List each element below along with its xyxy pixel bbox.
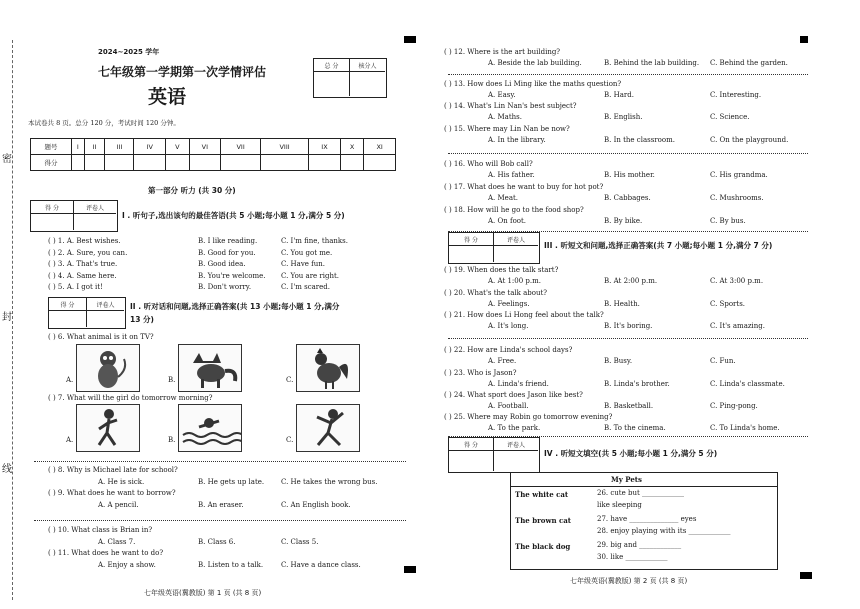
binding-char: 密	[2, 154, 12, 165]
school-year: 2024~2025 学年	[98, 48, 160, 56]
grader-person-label: 评卷人	[87, 298, 124, 311]
option-a: A. He is sick.	[98, 478, 145, 486]
option-b: B. Listen to a talk.	[198, 561, 264, 569]
option-a: A. Easy.	[488, 91, 516, 99]
option-a: A. Meat.	[488, 194, 519, 202]
section2-title-cont: 13 分)	[130, 315, 154, 324]
option-a: A. Class 7.	[98, 538, 136, 546]
question-7: ( ) 7. What will the girl do tomorrow morning?	[48, 394, 213, 402]
part1-title: 第一部分 听力 (共 30 分)	[148, 186, 236, 195]
col-header: VIII	[261, 139, 309, 155]
option-label: A.	[66, 376, 74, 384]
question-row[interactable]: ( ) 12. Where is the art building?	[444, 48, 561, 56]
my-pets-title: My Pets	[611, 475, 642, 484]
option-b: B. Busy.	[604, 357, 633, 365]
page-1	[26, 0, 410, 609]
my-pets-box	[510, 472, 778, 570]
grader-score-field[interactable]	[449, 246, 494, 262]
page-2	[440, 0, 820, 609]
option-a: A. In the library.	[488, 136, 546, 144]
score-cell[interactable]	[340, 155, 363, 171]
option-a: A. His father.	[488, 171, 535, 179]
grader-box	[448, 437, 540, 473]
option-label: B.	[168, 436, 176, 444]
question-row[interactable]: ( ) 24. What sport does Jason like best?	[444, 391, 583, 399]
grader-score-field[interactable]	[49, 311, 87, 327]
option-a: A. Feelings.	[488, 300, 530, 308]
option-c: C. Have a dance class.	[281, 561, 361, 569]
col-header: II	[84, 139, 105, 155]
swimming-picture[interactable]	[178, 404, 242, 452]
option-b: B. Linda's brother.	[604, 380, 670, 388]
option-b: B. Hard.	[604, 91, 634, 99]
total-score-field[interactable]	[314, 72, 350, 96]
section4-title: IV . 听短文填空(共 5 小题;每小题 1 分,满分 5 分)	[544, 449, 718, 458]
divider	[34, 458, 406, 462]
subject-title: 英语	[148, 86, 187, 108]
option-b: B. Health.	[604, 300, 640, 308]
col-header: III	[105, 139, 134, 155]
col-header: X	[340, 139, 363, 155]
option-c: C. You are right.	[281, 271, 340, 280]
option-c: C. Mushrooms.	[710, 194, 764, 202]
option-a: A. Linda's friend.	[488, 380, 549, 388]
question-row[interactable]: ( ) 23. Who is Jason?	[444, 369, 517, 377]
question-row[interactable]: ( ) 15. Where may Lin Nan be now?	[444, 125, 570, 133]
checker-label: 核分人	[350, 59, 385, 72]
score-table	[30, 138, 396, 171]
option-c: C. By bus.	[710, 217, 746, 225]
option-b: B. In the classroom.	[604, 136, 675, 144]
exam-note: 本试卷共 8 页。总分 120 分，考试时间 120 分钟。	[28, 119, 180, 127]
option-c: C. I'm scared.	[281, 283, 330, 292]
pet-label: The black dog	[515, 542, 571, 551]
page-footer: 七年级英语(冀教版) 第 2 页 (共 8 页)	[570, 577, 688, 585]
option-a: A. A pencil.	[98, 501, 139, 509]
col-header: V	[166, 139, 189, 155]
section3-title: III . 听短文和问题,选择正确答案(共 7 小题;每小题 1 分,满分 7 分)	[544, 241, 773, 250]
option-c: C. Behind the garden.	[710, 59, 788, 67]
option-c: C. Ping-pong.	[710, 402, 758, 410]
option-c: C. Have fun.	[281, 260, 325, 269]
grader-box	[48, 297, 126, 329]
grader-score-field[interactable]	[449, 451, 494, 471]
score-cell[interactable]	[189, 155, 221, 171]
page-footer: 七年级英语(冀教版) 第 1 页 (共 8 页)	[144, 589, 262, 597]
grader-box	[448, 232, 540, 264]
option-b: B. He gets up late.	[198, 478, 265, 486]
option-b: B. At 2:00 p.m.	[604, 277, 658, 285]
total-score-label: 总 分	[314, 59, 350, 72]
blank-line[interactable]: 26. cute but ____________	[597, 489, 684, 497]
option-b: B. By bike.	[604, 217, 643, 225]
option-c: C. Sports.	[710, 300, 746, 308]
score-cell[interactable]	[72, 155, 85, 171]
option-c: C. I'm fine, thanks.	[281, 237, 348, 245]
question-row[interactable]: ( ) 18. How will he go to the food shop?	[444, 206, 584, 214]
divider	[448, 71, 808, 75]
col-header: IX	[309, 139, 341, 155]
option-c: C. You got me.	[281, 248, 333, 257]
pet-label: The white cat	[515, 490, 569, 499]
question-6: ( ) 6. What animal is it on TV?	[48, 333, 154, 341]
option-a: A. On foot.	[488, 217, 527, 225]
question-row[interactable]: ( ) 14. What's Lin Nan's best subject?	[444, 102, 577, 110]
binding-char: 封	[2, 312, 12, 323]
option-c: C. He takes the wrong bus.	[281, 478, 378, 486]
option-b: B. Behind the lab building.	[604, 59, 700, 67]
rooster-picture[interactable]	[296, 344, 360, 392]
grader-score-label: 得 分	[449, 233, 494, 246]
option-b: B. It's boring.	[604, 322, 653, 330]
col-header: I	[72, 139, 85, 155]
option-a: A. At 1:00 p.m.	[488, 277, 541, 285]
blank-line[interactable]: like sleeping	[597, 501, 642, 509]
question-row[interactable]: ( ) 19. When does the talk start?	[444, 266, 559, 274]
option-b: B. Cabbages.	[604, 194, 651, 202]
col-header: XI	[364, 139, 396, 155]
option-a: A. Enjoy a show.	[98, 561, 156, 569]
score-cell[interactable]	[221, 155, 261, 171]
divider	[34, 517, 406, 521]
binding-char: 线	[2, 464, 12, 475]
option-a: A. It's long.	[488, 322, 529, 330]
score-cell[interactable]	[105, 155, 134, 171]
option-b: B. You're welcome.	[198, 271, 266, 280]
question-row[interactable]: ( ) 9. What does he want to borrow?	[48, 489, 176, 497]
running-picture[interactable]	[76, 404, 140, 452]
col-header: IV	[134, 139, 166, 155]
grader-box	[30, 200, 118, 232]
col-header: VI	[189, 139, 221, 155]
question-row[interactable]: ( ) 8. Why is Michael late for school?	[48, 466, 178, 474]
fox-picture[interactable]	[178, 344, 242, 392]
answer-row[interactable]: ( ) 2. A. Sure, you can.	[48, 248, 128, 257]
option-b: B. To the cinema.	[604, 424, 666, 432]
option-b: B. An eraser.	[198, 501, 244, 509]
option-label: A.	[66, 436, 74, 444]
score-cell[interactable]	[134, 155, 166, 171]
option-c: C. Interesting.	[710, 91, 762, 99]
option-c: C. Fun.	[710, 357, 736, 365]
answer-row[interactable]: ( ) 3. A. That's true.	[48, 260, 118, 269]
grader-score-label: 得 分	[49, 298, 87, 311]
score-cell[interactable]	[309, 155, 341, 171]
question-row[interactable]: ( ) 25. Where may Robin go tomorrow evening?	[444, 413, 613, 421]
grader-person-label: 评卷人	[74, 201, 116, 214]
option-a: A. Football.	[488, 402, 529, 410]
option-c: C. At 3:00 p.m.	[710, 277, 764, 285]
question-row[interactable]: ( ) 11. What does he want to do?	[48, 549, 164, 557]
blank-line[interactable]: 27. have ______________ eyes	[597, 515, 697, 523]
option-c: C. An English book.	[281, 501, 351, 509]
option-c: C. His grandma.	[710, 171, 768, 179]
checker-field[interactable]	[350, 72, 385, 96]
option-label: B.	[168, 376, 176, 384]
option-b: B. English.	[604, 113, 643, 121]
section2-title: II . 听对话和问题,选择正确答案(共 13 小题;每小题 1 分,满分	[130, 302, 340, 311]
option-b: B. Basketball.	[604, 402, 654, 410]
option-c: C. On the playground.	[710, 136, 789, 144]
question-row[interactable]: ( ) 20. What's the talk about?	[444, 289, 548, 297]
question-row[interactable]: ( ) 16. Who will Bob call?	[444, 160, 533, 168]
option-b: B. His mother.	[604, 171, 655, 179]
binding-line	[12, 40, 14, 600]
divider	[448, 150, 808, 154]
exercising-picture[interactable]	[296, 404, 360, 452]
grader-score-label: 得 分	[449, 438, 494, 451]
grader-person-label: 评卷人	[494, 438, 538, 451]
question-row[interactable]: ( ) 13. How does Li Ming like the maths question?	[444, 80, 622, 88]
option-b: B. Class 6.	[198, 538, 236, 546]
option-b: B. I like reading.	[198, 237, 258, 245]
question-row[interactable]: ( ) 17. What does he want to buy for hot pot?	[444, 183, 604, 191]
option-c: C. Science.	[710, 113, 750, 121]
option-c: C. To Linda's home.	[710, 424, 780, 432]
question-row[interactable]: ( ) 10. What class is Brian in?	[48, 526, 153, 534]
score-cell[interactable]	[166, 155, 189, 171]
col-header: VII	[221, 139, 261, 155]
divider	[448, 335, 808, 339]
option-a: A. To the park.	[488, 424, 541, 432]
grader-score-label: 得 分	[31, 201, 74, 214]
option-label: C.	[286, 376, 294, 384]
option-a: A. Beside the lab building.	[488, 59, 582, 67]
option-label: C.	[286, 436, 294, 444]
option-a: A. Free.	[488, 357, 517, 365]
question-row[interactable]: ( ) 22. How are Linda's school days?	[444, 346, 573, 354]
section1-title: I . 听句子,选出该句的最佳答语(共 5 小题;每小题 1 分,满分 5 分)	[122, 211, 345, 220]
answer-row[interactable]: ( ) 1. A. Best wishes.	[48, 237, 121, 245]
question-row[interactable]: ( ) 21. How does Li Hong feel about the talk?	[444, 311, 604, 319]
score-cell[interactable]	[364, 155, 396, 171]
answer-row[interactable]: ( ) 5. A. I got it!	[48, 283, 103, 292]
option-b: B. Good idea.	[198, 260, 246, 269]
exam-title: 七年级第一学期第一次学情评估	[98, 65, 267, 79]
grader-score-field[interactable]	[31, 214, 74, 230]
answer-row[interactable]: ( ) 4. A. Same here.	[48, 271, 117, 280]
question-number-label: 题号	[31, 139, 72, 155]
blank-line[interactable]: 29. big and ____________	[597, 541, 682, 549]
option-b: B. Don't worry.	[198, 283, 252, 292]
option-c: C. It's amazing.	[710, 322, 766, 330]
score-cell[interactable]	[261, 155, 309, 171]
blank-line[interactable]: 30. like ____________	[597, 553, 668, 561]
option-a: A. Maths.	[488, 113, 522, 121]
score-label: 得分	[31, 155, 72, 171]
option-c: C. Class 5.	[281, 538, 319, 546]
option-c: C. Linda's classmate.	[710, 380, 785, 388]
grader-person-label: 评卷人	[494, 233, 538, 246]
pet-label: The brown cat	[515, 516, 572, 525]
blank-line[interactable]: 28. enjoy playing with its ____________	[597, 527, 731, 535]
total-score-box	[313, 58, 387, 98]
score-cell[interactable]	[84, 155, 105, 171]
monkey-picture[interactable]	[76, 344, 140, 392]
option-b: B. Good for you.	[198, 248, 256, 257]
